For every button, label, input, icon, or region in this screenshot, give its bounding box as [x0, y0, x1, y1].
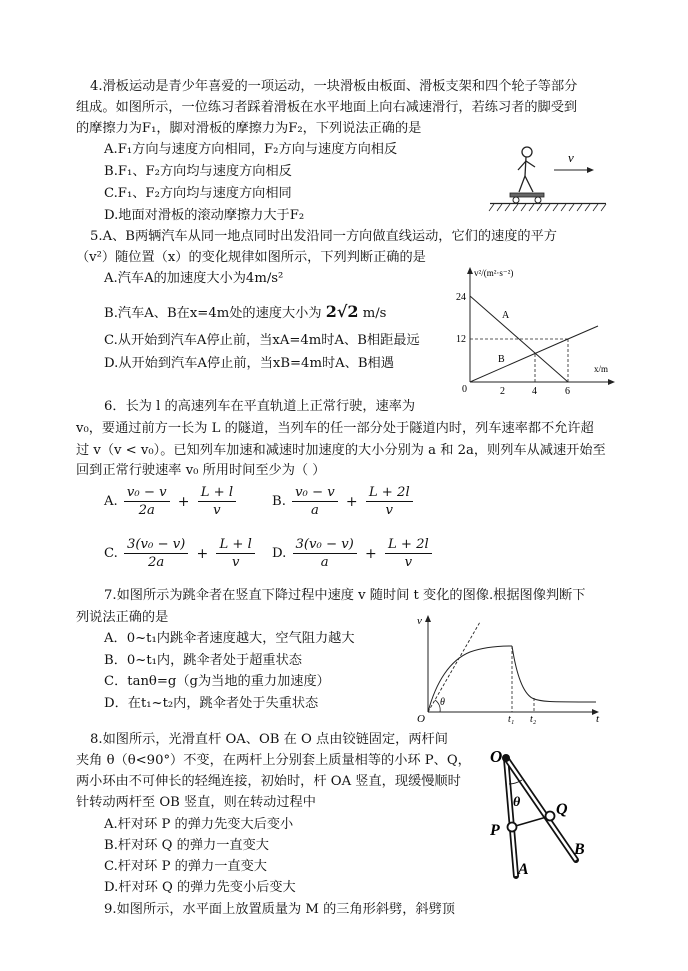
q7-option-a: A．0~t₁内跳伞者速度越大，空气阻力越大 [104, 631, 355, 646]
q8-line-1: 8.如图所示，光滑直杆 OA、OB 在 O 点由铰链固定，两杆间 [90, 732, 448, 747]
q8-line-2: 夹角 θ（θ<90°）不变，在两杆上分别套上质量相等的小环 P、Q， [76, 753, 471, 768]
q8-option-b: B.杆对环 Q 的弹力一直变大 [104, 838, 269, 853]
line-a-label: A [502, 310, 510, 321]
q4-line-3: 的摩擦力为F₁，脚对滑板的摩擦力为F₂，下列说法正确的是 [76, 121, 422, 136]
y-tick-12: 12 [456, 334, 466, 345]
q5-option-a: A.汽车A的加速度大小为4m/s² [104, 271, 284, 286]
q5-line-1: 5.A、B两辆汽车从同一地点同时出发沿同一方向做直线运动，它们的速度的平方 [90, 229, 557, 244]
q4-option-a: A.F₁方向与速度方向相同，F₂方向与速度方向相反 [104, 142, 398, 157]
v2-x-graph [448, 266, 620, 397]
rod-end-b-label: B [574, 841, 585, 858]
q7-option-c: C．tanθ=g（g为当地的重力加速度） [104, 674, 330, 689]
v-axis-label: v [417, 615, 422, 627]
line-b-label: B [498, 354, 505, 365]
t2-label: t₂ [530, 714, 537, 725]
q4-option-c: C.F₁、F₂方向均与速度方向相同 [104, 186, 292, 201]
x-axis-label: x/m [594, 364, 609, 374]
q5-option-b-value: 2√2 [325, 302, 359, 321]
ring-p-label: P [490, 822, 500, 839]
q9-line-1: 9.如图所示，水平面上放置质量为 M 的三角形斜劈，斜劈顶 [104, 902, 455, 917]
rod-end-a-label: A [518, 861, 529, 878]
rods-figure [484, 742, 604, 880]
y-axis-label: v²/(m²·s⁻²) [474, 268, 514, 278]
q5-option-b [104, 303, 386, 323]
y-tick-24: 24 [456, 292, 466, 303]
origin-label: 0 [462, 384, 467, 395]
q6-line-2: v₀，要通过前方一长为 L 的隧道，当列车的任一部分处于隧道内时，列车速率都不允许超 [76, 421, 594, 436]
velocity-label: v [568, 150, 574, 165]
x-tick-4: 4 [532, 386, 537, 397]
point-o-label: O [490, 747, 503, 766]
q8-line-4: 针转动两杆至 OB 竖直，则在转动过程中 [76, 795, 316, 810]
x-tick-2: 2 [500, 386, 505, 397]
q6-line-4: 回到正常行驶速率 v₀ 所用时间至少为（ ） [76, 463, 326, 478]
q4-line-2: 组成。如图所示，一位练习者踩着滑板在水平地面上向右减速滑行，若练习者的脚受到 [76, 100, 578, 115]
q7-option-b: B．0~t₁内，跳伞者处于超重状态 [104, 653, 302, 668]
q6-option-a: A. $\frac{\text{v₀ − v}}{2a}$ + $\frac{L + l}{v}$ [104, 484, 238, 519]
t1-label: t₁ [508, 714, 515, 725]
origin-o-label: O [417, 713, 425, 725]
q6-option-c: C. $\frac{\text{3(v₀ − v)}}{2a}$ + $\frac{L + l}{v}$ [104, 536, 257, 571]
q4-line-1: 4.滑板运动是青少年喜爱的一项运动，一块滑板由板面、滑板支架和四个轮子等部分 [90, 79, 578, 94]
q7-line-1: 7.如图所示为跳伞者在竖直下降过程中速度 v 随时间 t 变化的图像.根据图像判断下 [104, 588, 586, 603]
angle-theta-label: θ [513, 795, 521, 810]
q8-option-d: D.杆对环 Q 的弹力先变小后变大 [104, 880, 296, 895]
q8-option-c: C.杆对环 P 的弹力一直变大 [104, 859, 267, 874]
q5-option-c: C.从开始到汽车A停止前，当xA=4m时A、B相距最远 [104, 333, 420, 348]
q4-option-b: B.F₁、F₂方向均与速度方向相反 [104, 164, 292, 179]
skateboard-figure [488, 140, 610, 214]
q5-option-d: D.从开始到汽车A停止前，当xB=4m时A、B相遇 [104, 356, 394, 371]
t-axis-label: t [596, 713, 600, 725]
q8-line-3: 两小环由不可伸长的轻绳连接，初始时，杆 OA 竖直，现缓慢顺时 [76, 774, 461, 789]
q5-option-b-unit: m/s [362, 306, 387, 321]
q6-line-1: 6．长为 l 的高速列车在平直轨道上正常行驶，速率为 [104, 399, 416, 414]
q5-line-2: （v²）随位置（x）的变化规律如图所示，下列判断正确的是 [76, 250, 426, 265]
q7-option-d: D．在t₁~t₂内，跳伞者处于失重状态 [104, 696, 319, 711]
q7-line-2: 列说法正确的是 [76, 610, 169, 625]
q4-option-d: D.地面对滑板的滚动摩擦力大于F₂ [104, 208, 305, 223]
ring-q-label: Q [556, 801, 568, 818]
parachute-v-t-graph [410, 612, 606, 724]
q8-option-a: A.杆对环 P 的弹力先变大后变小 [104, 817, 294, 832]
q6-option-b: B. $\frac{\text{v₀ − v}}{a}$ + $\frac{L + 2l}{v}$ [272, 484, 415, 519]
theta-label: θ [440, 697, 445, 708]
q6-option-d: D. $\frac{\text{3(v₀ − v)}}{a}$ + $\frac{L + 2l}{v}$ [272, 536, 434, 571]
q6-line-3: 过 v（v < v₀）。已知列车加速和减速时加速度的大小分别为 a 和 2a，则列车从减速开始至 [76, 443, 606, 458]
q5-option-b-text: B.汽车A、B在x=4m处的速度大小为 [104, 306, 322, 321]
x-tick-6: 6 [565, 386, 570, 397]
